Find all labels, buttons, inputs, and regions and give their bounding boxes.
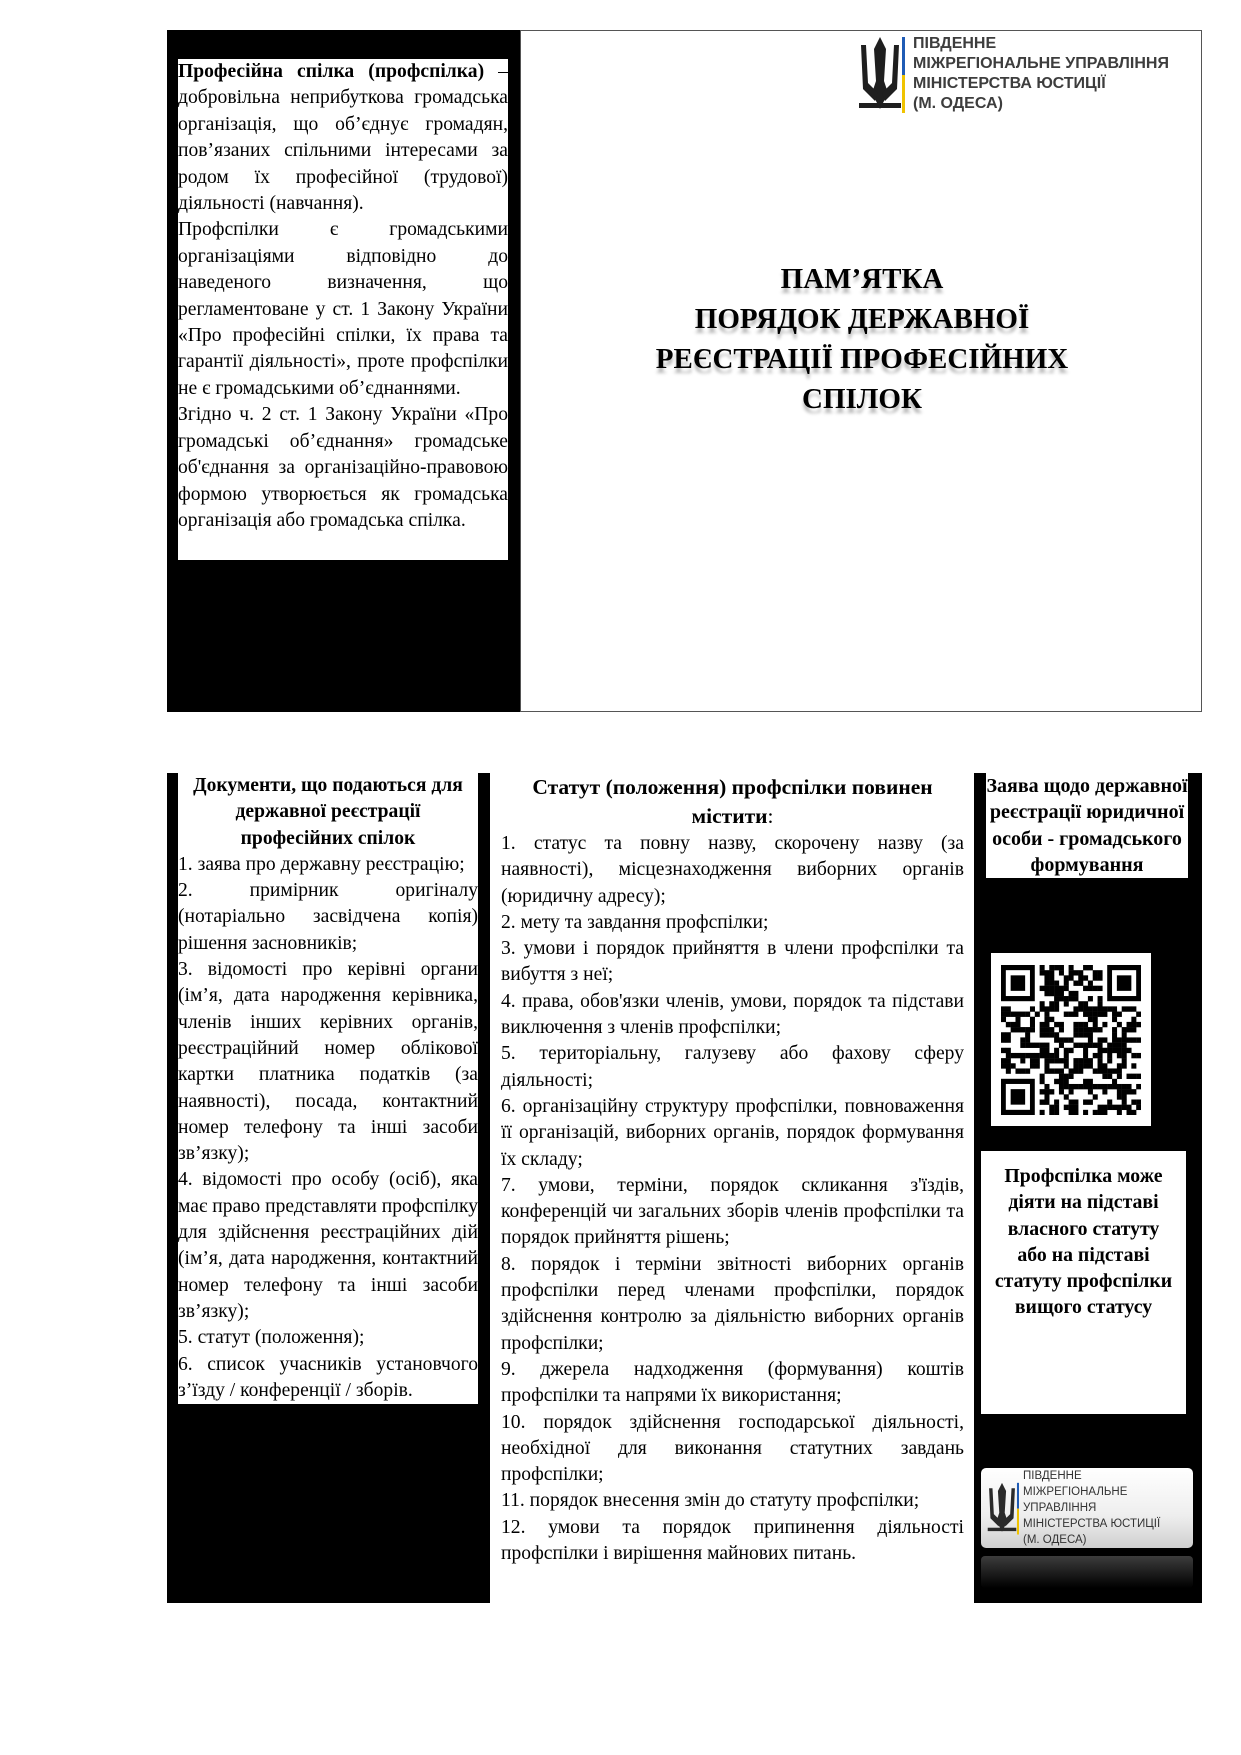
trident-coat-of-arms-icon bbox=[855, 31, 905, 117]
documents-item: 4. відомості про особу (осіб), яка має право представляти профспілку для здійснення реєстраційних дій (ім’я, дата народження, контактний номер телефону та інші засоби зв’язку); bbox=[178, 1169, 478, 1322]
logo-line: (М. ОДЕСА) bbox=[913, 95, 1003, 112]
ministry-logo-small bbox=[981, 1468, 1193, 1548]
memo-title-line: СПІЛОК bbox=[802, 383, 922, 415]
logo-line: МІНІСТЕРСТВА ЮСТИЦІЇ bbox=[913, 75, 1106, 92]
statute-heading-text: Статут (положення) профспілки повинен містити bbox=[532, 775, 933, 828]
definition-term: Професійна спілка (профспілка) bbox=[178, 61, 485, 82]
qr-code-icon bbox=[1001, 965, 1141, 1115]
documents-heading: Документи, що подаються для державної реєстрації професійних спілок bbox=[193, 775, 463, 849]
definition-paragraph-1 bbox=[178, 59, 508, 217]
definition-paragraph-2: Профспілки є громадськими організаціями відповідно до наведеного визначення, що регламентоване у ст. 1 Закону України «Про професійні спілки, їх права та гарантії діяльності», проте профспілки не є громадськими об’єднаннями. bbox=[178, 219, 508, 399]
statute-heading-colon: : bbox=[767, 804, 774, 828]
definition-body: – добровільна неприбуткова громадська організація, що об’єднує громадян, пов’язаних спільними інтересами за родом їх професійної (трудової) діяльності (навчання). bbox=[178, 61, 508, 215]
statute-item: 9. джерела надходження (формування) коштів профспілки та напрями їх використання; bbox=[501, 1358, 964, 1407]
documents-column bbox=[178, 773, 478, 1404]
memo-title-line: РЕЄСТРАЦІЇ ПРОФЕСІЙНИХ bbox=[655, 343, 1069, 375]
memo-title-line: ПАМ’ЯТКА bbox=[780, 263, 944, 295]
statute-item: 7. умови, терміни, порядок скликання з'їздів, конференцій чи загальних зборів членів профспілки та порядок прийняття рішень; bbox=[501, 1174, 964, 1249]
documents-item: 2. примірник оригіналу (нотаріально засвідчена копія) рішення засновників; bbox=[178, 880, 478, 954]
logo-line: МІЖРЕГІОНАЛЬНЕ УПРАВЛІННЯ bbox=[913, 55, 1169, 72]
statute-item: 4. права, обов'язки членів, умови, порядок та підстави виключення з членів профспілки; bbox=[501, 990, 964, 1039]
documents-item: 6. список учасників установчого з’їзду / конференції / зборів. bbox=[178, 1353, 478, 1401]
logo-line: МІЖРЕГІОНАЛЬНЕ УПРАВЛІННЯ bbox=[1023, 1486, 1128, 1514]
statute-item: 3. умови і порядок прийняття в члени профспілки та вибуття з неї; bbox=[501, 938, 964, 986]
inside-spread bbox=[167, 773, 1202, 1603]
logo-text bbox=[913, 34, 1169, 114]
documents-item: 3. відомості про керівні органи (ім’я, дата народження керівника, членів інших керівних органів, реєстраційний номер облікової картки платника податків (за наявності), посада, контактний номер телефону та інші засоби зв’язку); bbox=[178, 959, 478, 1165]
statute-item: 5. територіальну, галузеву або фахову сферу діяльності; bbox=[501, 1043, 964, 1091]
documents-item: 1. заява про державну реєстрацію; bbox=[178, 853, 465, 875]
logo-line: ПІВДЕННЕ bbox=[913, 35, 997, 52]
statute-heading bbox=[501, 773, 964, 831]
statute-item: 11. порядок внесення змін до статуту профспілки; bbox=[501, 1490, 920, 1512]
note-box: Профспілка може діяти на підставі власного статуту або на підставі статуту профспілки вищого статусу bbox=[981, 1151, 1186, 1414]
cover-panel bbox=[520, 30, 1202, 712]
statute-item: 1. статус та повну назву, скорочену назву (за наявності), місцезнаходження виборних органів (юридичну адресу); bbox=[501, 833, 964, 907]
ministry-logo bbox=[855, 31, 1169, 117]
application-column bbox=[974, 773, 1202, 1603]
documents-item: 5. статут (положення); bbox=[178, 1327, 365, 1349]
statute-item: 8. порядок і терміни звітності виборних органів профспілки перед членами профспілки, порядок здійснення контролю за діяльністю виборних органів профспілки; bbox=[501, 1253, 964, 1354]
statute-item: 6. організаційну структуру профспілки, повноваження її організацій, виборних органів, порядок формування їх складу; bbox=[501, 1095, 964, 1170]
definition-panel bbox=[167, 30, 520, 712]
blank-row bbox=[178, 534, 508, 560]
logo-text bbox=[1023, 1468, 1189, 1548]
logo-line: (М. ОДЕСА) bbox=[1023, 1534, 1087, 1546]
statute-item: 10. порядок здійснення господарської діяльності, необхідної для виконання статутних завдань профспілки; bbox=[501, 1411, 964, 1486]
definition-paragraph-3: Згідно ч. 2 ст. 1 Закону України «Про громадські об’єднання» громадське об'єднання за організаційно-правовою формою утворюється як громадська організація або громадська спілка. bbox=[178, 404, 508, 531]
statute-item: 12. умови та порядок припинення діяльності профспілки і вирішення майнових питань. bbox=[501, 1516, 964, 1565]
qr-code[interactable] bbox=[991, 953, 1151, 1126]
definition-text bbox=[178, 59, 508, 560]
trident-coat-of-arms-icon bbox=[985, 1474, 1019, 1542]
logo-reflection bbox=[981, 1556, 1193, 1588]
statute-item: 2. мету та завдання профспілки; bbox=[501, 911, 769, 933]
memo-title-line: ПОРЯДОК ДЕРЖАВНОЇ bbox=[694, 303, 1030, 335]
memo-title bbox=[521, 259, 1203, 419]
logo-line: МІНІСТЕРСТВА ЮСТИЦІЇ bbox=[1023, 1518, 1161, 1530]
statute-column bbox=[490, 773, 974, 1603]
logo-line: ПІВДЕННЕ bbox=[1023, 1470, 1082, 1482]
application-title: Заява щодо державної реєстрації юридичної особи - громадського формування bbox=[986, 773, 1188, 878]
